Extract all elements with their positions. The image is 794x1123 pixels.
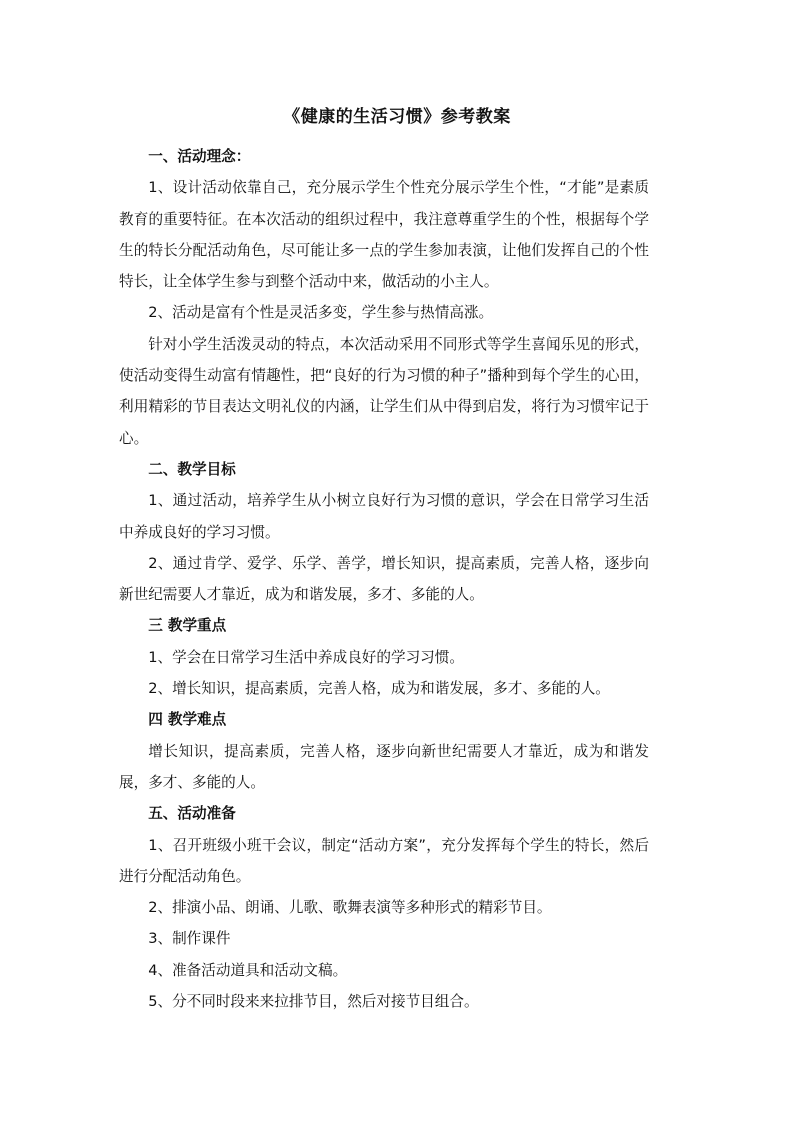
paragraph: 3、制作课件	[148, 930, 231, 948]
paragraph: 2、活动是富有个性是灵活多变，学生参与热情高涨。	[148, 304, 494, 322]
document-title: 《健康的生活习惯》参考教案	[283, 107, 511, 127]
paragraph: 1、通过活动，培养学生从小树立良好行为习惯的意识，学会在日常学习生活中养成良好的学习习惯。	[119, 492, 649, 541]
paragraph: 1、设计活动依靠自己，充分展示学生个性充分展示学生个性，“才能”是素质教育的重要特征。在本次活动的组织过程中，我注意尊重学生的个性，根据每个学生的特长分配活动角色，尽可能让多一点的学生参加表演，让他们发挥自己的个性特长，让全体学生参与到整个活动中来，做活动的小主人。	[119, 179, 649, 291]
document-body	[119, 141, 649, 1017]
paragraph: 增长知识，提高素质，完善人格，逐步向新世纪需要人才靠近，成为和谐发展，多才、多能的人。	[119, 742, 649, 791]
paragraph: 1、学会在日常学习生活中养成良好的学习习惯。	[148, 648, 464, 666]
section-heading-difficulties: 四 教学难点	[148, 711, 227, 729]
paragraph: 针对小学生活泼灵动的特点，本次活动采用不同形式等学生喜闻乐见的形式，使活动变得生动富有情趣性，把“良好的行为习惯的种子”播种到每个学生的心田，利用精彩的节目表达文明礼仪的内涵，让学生们从中得到启发，将行为习惯牢记于心。	[119, 335, 649, 447]
section-heading-objectives: 二、教学目标	[148, 460, 236, 478]
paragraph: 2、通过肯学、爱学、乐学、善学，增长知识，提高素质，完善人格，逐步向新世纪需要人才靠近，成为和谐发展，多才、多能的人。	[119, 554, 649, 604]
paragraph: 2、增长知识，提高素质，完善人格，成为和谐发展，多才、多能的人。	[148, 680, 610, 698]
paragraph: 4、准备活动道具和活动文稿。	[148, 961, 348, 979]
paragraph: 1、召开班级小班干会议，制定“活动方案”，充分发挥每个学生的特长，然后进行分配活动角色。	[119, 836, 649, 885]
paragraph: 5、分不同时段来来拉排节目，然后对接节目组合。	[148, 993, 479, 1011]
section-heading-philosophy: 一、活动理念：	[148, 148, 251, 165]
section-heading-key-points: 三 教学重点	[148, 617, 227, 635]
section-heading-preparation: 五、活动准备	[148, 805, 236, 823]
paragraph: 2、排演小品、朗诵、儿歌、歌舞表演等多种形式的精彩节目。	[148, 899, 552, 917]
